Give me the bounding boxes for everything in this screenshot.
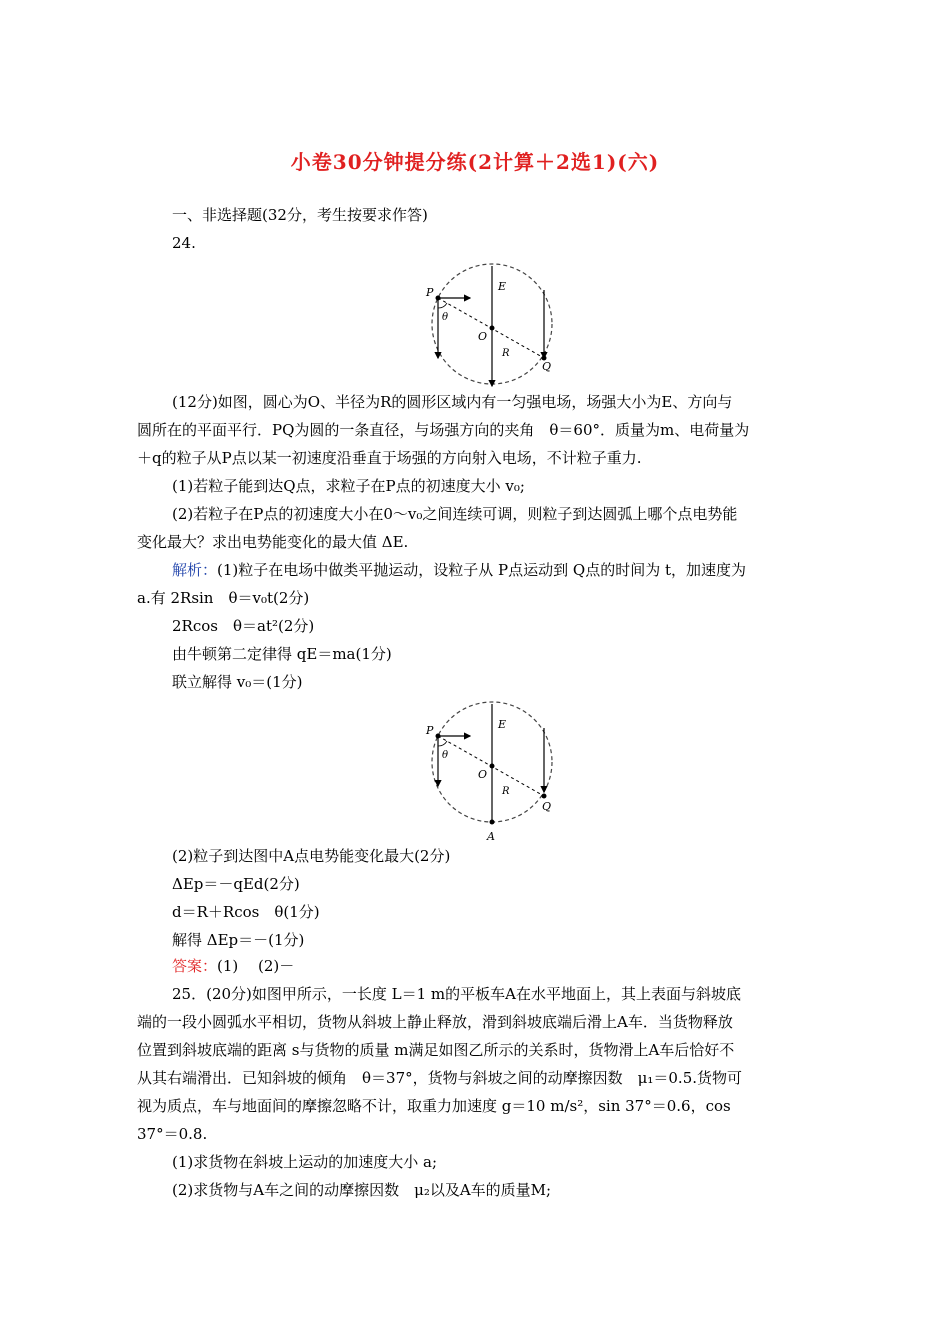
analysis-line-2: a.有 2Rsin θ＝v₀t(2分) bbox=[137, 589, 310, 607]
analysis-label: 解析： bbox=[172, 561, 218, 579]
answer-label: 答案： bbox=[172, 957, 218, 975]
point-p bbox=[436, 296, 441, 301]
label-q: Q bbox=[542, 360, 552, 373]
q25-stem-6: 37°＝0.8. bbox=[137, 1125, 208, 1143]
label-e: E bbox=[498, 718, 507, 731]
label-p: P bbox=[426, 286, 434, 299]
analysis-line-3: 2Rcos θ＝at²(2分) bbox=[172, 617, 315, 635]
q25-stem-1: 25．(20分)如图甲所示，一长度 L＝1 m的平板车A在水平地面上，其上表面与斜坡底 bbox=[172, 985, 741, 1003]
q24-stem-1: (12分)如图，圆心为O、半径为R的圆形区域内有一匀强电场，场强大小为E、方向与 bbox=[172, 393, 733, 411]
answer-text: (1) (2)－ bbox=[217, 957, 295, 975]
label-o: O bbox=[478, 768, 488, 781]
label-theta: θ bbox=[442, 750, 449, 761]
label-theta: θ bbox=[442, 312, 449, 323]
point-a bbox=[490, 820, 495, 825]
solution-2-line-1: (2)粒子到达图中A点电势能变化最大(2分) bbox=[172, 847, 451, 865]
q25-part-1: (1)求货物在斜坡上运动的加速度大小 a; bbox=[172, 1153, 438, 1171]
q24-stem-3: ＋q的粒子从P点以某一初速度沿垂直于场强的方向射入电场，不计粒子重力. bbox=[137, 449, 642, 467]
q24-part-2-line-2: 变化最大？求出电势能变化的最大值 ΔE. bbox=[137, 533, 409, 551]
q25-part-2: (2)求货物与A车之间的动摩擦因数 μ₂以及A车的质量M; bbox=[172, 1181, 552, 1199]
label-e: E bbox=[498, 280, 507, 293]
q25-stem-2: 端的一段小圆弧水平相切，货物从斜坡上静止释放，滑到斜坡底端后滑上A车．当货物释放 bbox=[137, 1013, 733, 1031]
label-q: Q bbox=[542, 800, 552, 813]
solution-2-line-3: d＝R＋Rcos θ(1分) bbox=[172, 903, 320, 921]
page-title: 小卷30分钟提分练(2计算＋2选1)(六) bbox=[290, 150, 660, 174]
section-heading: 一、非选择题(32分，考生按要求作答) bbox=[172, 206, 428, 224]
solution-2-line-4: 解得 ΔEp＝－(1分) bbox=[172, 931, 305, 949]
point-q bbox=[542, 794, 547, 799]
point-p bbox=[436, 734, 441, 739]
solution-2-line-2: ΔEp＝－qEd(2分) bbox=[172, 875, 300, 893]
figure-1-circle-field bbox=[420, 262, 570, 392]
label-r: R bbox=[502, 786, 510, 797]
analysis-line-5: 联立解得 v₀＝(1分) bbox=[172, 673, 303, 691]
label-p: P bbox=[426, 724, 434, 737]
q25-stem-3: 位置到斜坡底端的距离 s与货物的质量 m满足如图乙所示的关系时，货物滑上A车后恰好不 bbox=[137, 1041, 735, 1059]
q25-stem-4: 从其右端滑出．已知斜坡的倾角 θ＝37°，货物与斜坡之间的动摩擦因数 μ₁＝0.5.货物可 bbox=[137, 1069, 743, 1087]
label-r: R bbox=[502, 348, 510, 359]
question-24-number: 24. bbox=[172, 234, 196, 252]
label-o: O bbox=[478, 330, 488, 343]
analysis-line-1: (1)粒子在电场中做类平抛运动，设粒子从 P点运动到 Q点的时间为 t，加速度为 bbox=[217, 561, 746, 579]
q24-part-1: (1)若粒子能到达Q点，求粒子在P点的初速度大小 v₀; bbox=[172, 477, 525, 495]
theta-arc bbox=[438, 303, 447, 308]
analysis-line-4: 由牛顿第二定律得 qE＝ma(1分) bbox=[172, 645, 392, 663]
q25-stem-5: 视为质点，车与地面间的摩擦忽略不计，取重力加速度 g＝10 m/s²，sin 37°＝0.6，cos bbox=[137, 1097, 731, 1115]
label-a: A bbox=[487, 830, 495, 843]
figure-2-circle-field bbox=[420, 700, 570, 845]
point-o bbox=[490, 326, 495, 331]
point-o bbox=[490, 764, 495, 769]
q24-stem-2: 圆所在的平面平行．PQ为圆的一条直径，与场强方向的夹角 θ＝60°．质量为m、电荷量为 bbox=[137, 421, 750, 439]
theta-arc bbox=[438, 741, 447, 746]
q24-part-2-line-1: (2)若粒子在P点的初速度大小在0～v₀之间连续可调，则粒子到达圆弧上哪个点电势能 bbox=[172, 505, 738, 523]
